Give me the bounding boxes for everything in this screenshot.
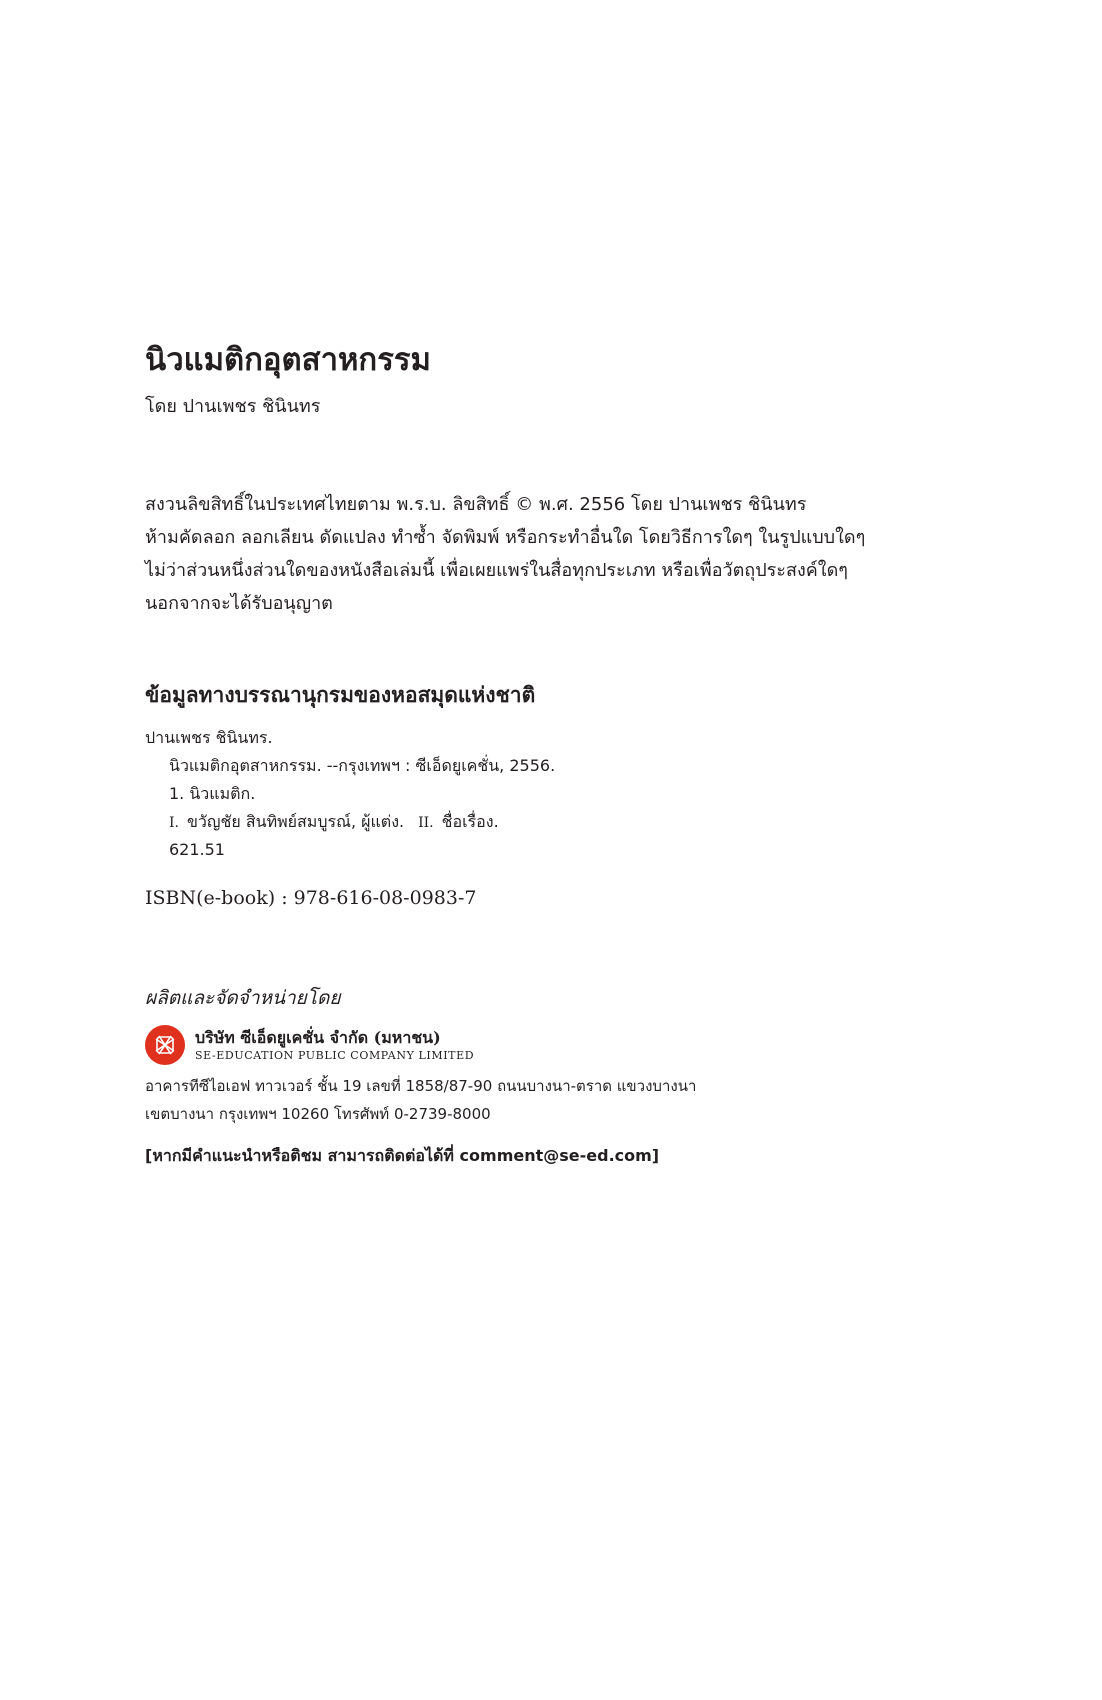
- address-line: เขตบางนา กรุงเทพฯ 10260 โทรศัพท์ 0-2739-8000: [145, 1105, 491, 1123]
- copyright-notice: [145, 488, 945, 620]
- publisher-address: [145, 1072, 696, 1128]
- cip-author-entry: ปานเพชร ชินินทร.: [145, 728, 273, 747]
- cip-roman-numeral: I.: [169, 815, 179, 831]
- cip-class-number: 621.51: [169, 840, 225, 859]
- isbn: ISBN(e-book) : 978-616-08-0983-7: [145, 887, 477, 909]
- book-title: นิวแมติกอุตสาหกรรม: [145, 342, 431, 378]
- cip-added-entry: ชื่อเรื่อง.: [441, 812, 499, 831]
- se-ed-logo-icon: [145, 1025, 185, 1065]
- cip-subject-entry: 1. นิวแมติก.: [169, 784, 256, 803]
- copyright-line: นอกจากจะได้รับอนุญาต: [145, 593, 333, 614]
- cip-added-entry: ขวัญชัย สินทิพย์สมบูรณ์, ผู้แต่ง.: [186, 812, 405, 831]
- contact-note: [หากมีคำแนะนำหรือติชม สามารถติดต่อได้ที่ comment@se-ed.com]: [145, 1146, 660, 1165]
- copyright-line: ห้ามคัดลอก ลอกเลียน ดัดแปลง ทำซ้ำ จัดพิมพ์ หรือกระทำอื่นใด โดยวิธีการใดๆ ในรูปแบบใดๆ: [145, 527, 866, 548]
- cip-added-entries: [145, 808, 555, 836]
- cip-roman-numeral: II.: [418, 815, 434, 831]
- address-line: อาคารทีซีไอเอฟ ทาวเวอร์ ชั้น 19 เลขที่ 1858/87-90 ถนนบางนา-ตราด แขวงบางนา: [145, 1077, 697, 1095]
- cip-block: [145, 724, 555, 864]
- publisher-names: [195, 1027, 474, 1063]
- copyright-line: ไม่ว่าส่วนหนึ่งส่วนใดของหนังสือเล่มนี้ เพื่อเผยแพร่ในสื่อทุกประเภท หรือเพื่อวัตถุประสงค์ใดๆ: [145, 560, 848, 581]
- produced-by-label: ผลิตและจัดจำหน่ายโดย: [145, 987, 341, 1009]
- publisher-name-thai: บริษัท ซีเอ็ดยูเคชั่น จำกัด (มหาชน): [195, 1028, 441, 1047]
- copyright-line: สงวนลิขสิทธิ์ในประเทศไทยตาม พ.ร.บ. ลิขสิทธิ์ © พ.ศ. 2556 โดย ปานเพชร ชินินทร: [145, 494, 807, 515]
- author-line: โดย ปานเพชร ชินินทร: [145, 396, 321, 417]
- cip-title-entry: นิวแมติกอุตสาหกรรม. --กรุงเทพฯ : ซีเอ็ดยูเคชั่น, 2556.: [169, 756, 556, 775]
- publisher-logo-block: [145, 1022, 474, 1068]
- publisher-name-english: SE-EDUCATION PUBLIC COMPANY LIMITED: [195, 1049, 475, 1062]
- cip-heading: ข้อมูลทางบรรณานุกรมของหอสมุดแห่งชาติ: [145, 682, 536, 707]
